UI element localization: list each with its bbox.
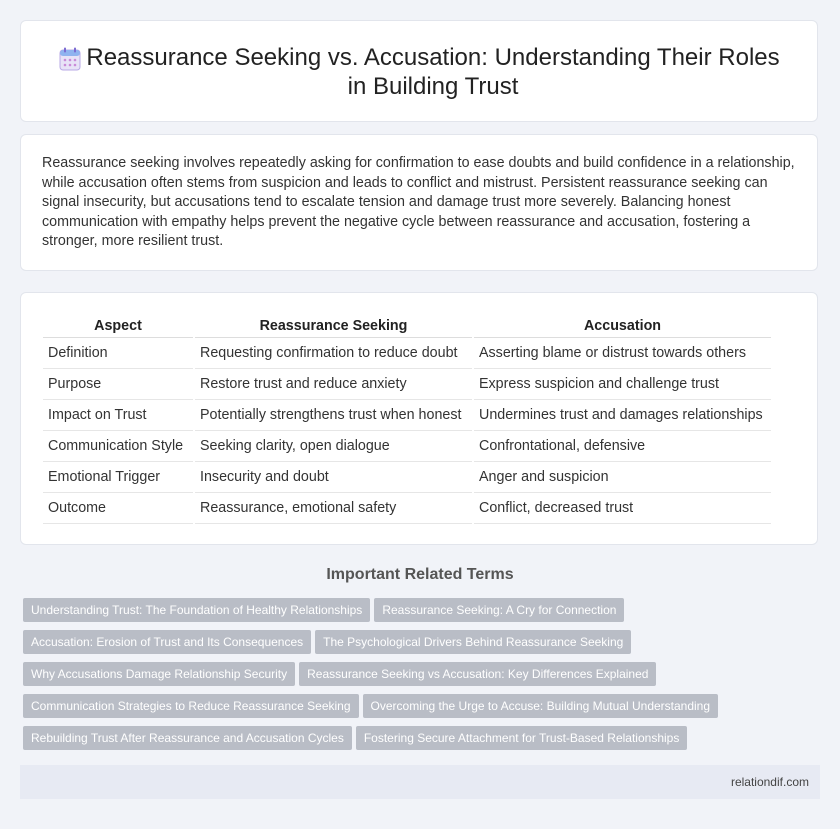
column-header-aspect: Aspect: [43, 315, 194, 338]
table-cell: Asserting blame or distrust towards others: [473, 338, 772, 369]
comparison-table: [43, 315, 773, 524]
related-term-tag[interactable]: Why Accusations Damage Relationship Security: [23, 662, 295, 686]
table-cell: Impact on Trust: [43, 400, 194, 431]
table-cell: Insecurity and doubt: [194, 462, 473, 493]
table-cell: Undermines trust and damages relationships: [473, 400, 772, 431]
table-cell: Purpose: [43, 369, 194, 400]
table-row: [43, 369, 772, 400]
footer: [20, 765, 820, 799]
table-cell: Definition: [43, 338, 194, 369]
table-row: [43, 493, 772, 524]
related-term-tag[interactable]: The Psychological Drivers Behind Reassurance Seeking: [315, 630, 631, 654]
table-cell: Express suspicion and challenge trust: [473, 369, 772, 400]
table-cell: Restore trust and reduce anxiety: [194, 369, 473, 400]
table-cell: Anger and suspicion: [473, 462, 772, 493]
column-header-reassurance: Reassurance Seeking: [194, 315, 473, 338]
table-cell: Emotional Trigger: [43, 462, 194, 493]
table-cell: Seeking clarity, open dialogue: [194, 431, 473, 462]
table-cell: Potentially strengthens trust when honest: [194, 400, 473, 431]
calendar-icon: [59, 47, 81, 71]
table-cell: Reassurance, emotional safety: [194, 493, 473, 524]
table-row: [43, 462, 772, 493]
table-cell: Outcome: [43, 493, 194, 524]
table-row: [43, 400, 772, 431]
table-row: [43, 431, 772, 462]
footer-site-name[interactable]: relationdif.com: [730, 775, 809, 789]
table-row: [43, 338, 772, 369]
table-cell: Confrontational, defensive: [473, 431, 772, 462]
related-terms-heading: Important Related Terms: [326, 566, 514, 583]
related-terms-list: [23, 598, 823, 758]
related-term-tag[interactable]: Overcoming the Urge to Accuse: Building Mutual Understanding: [363, 694, 719, 718]
related-term-tag[interactable]: Understanding Trust: The Foundation of Healthy Relationships: [23, 598, 370, 622]
title-wrap: [21, 43, 817, 101]
related-term-tag[interactable]: Fostering Secure Attachment for Trust-Based Relationships: [356, 726, 688, 750]
related-term-tag[interactable]: Reassurance Seeking: A Cry for Connection: [374, 598, 624, 622]
related-term-tag[interactable]: Reassurance Seeking vs Accusation: Key Differences Explained: [299, 662, 656, 686]
table-cell: Conflict, decreased trust: [473, 493, 772, 524]
table-cell: Communication Style: [43, 431, 194, 462]
related-term-tag[interactable]: Accusation: Erosion of Trust and Its Consequences: [23, 630, 311, 654]
intro-card: [20, 134, 818, 271]
page-title: Reassurance Seeking vs. Accusation: Understanding Their Roles in Building Trust: [86, 44, 780, 100]
intro-paragraph: Reassurance seeking involves repeatedly asking for confirmation to ease doubts and build confidence in a relationship, while accusation often stems from suspicion and leads to conflict and mistrust. Persistent reassurance seeking can signal insecurity, but accusations tend to escalate tension and damage trust more severely. Balancing honest communication with empathy helps prevent the negative cycle between reassurance and accusation, fostering a stronger, more resilient trust.: [42, 155, 795, 250]
column-header-accusation: Accusation: [473, 315, 772, 338]
comparison-card: [20, 292, 818, 545]
table-cell: Requesting confirmation to reduce doubt: [194, 338, 473, 369]
related-term-tag[interactable]: Communication Strategies to Reduce Reassurance Seeking: [23, 694, 359, 718]
table-header-row: [43, 315, 772, 338]
header-card: [20, 20, 818, 122]
related-term-tag[interactable]: Rebuilding Trust After Reassurance and Accusation Cycles: [23, 726, 352, 750]
